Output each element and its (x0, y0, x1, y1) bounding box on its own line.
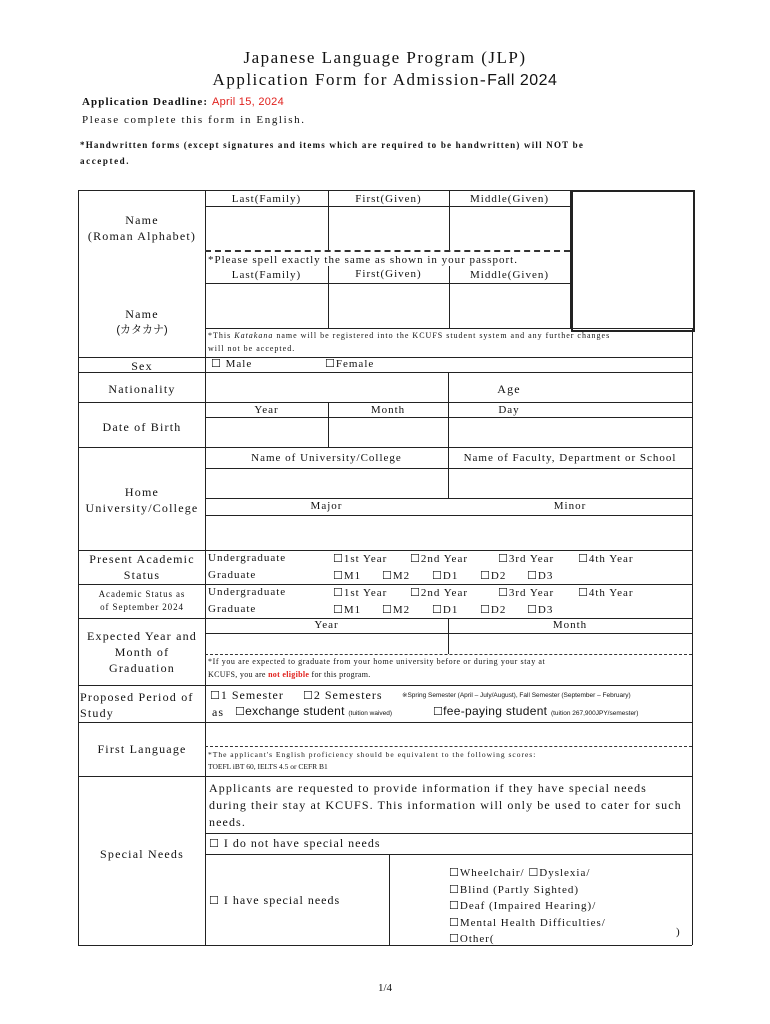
name-roman-label (78, 212, 206, 244)
checkbox-icon[interactable]: ☐ (527, 603, 538, 616)
sem2-option[interactable] (303, 688, 383, 703)
sept-m1[interactable] (333, 603, 361, 616)
wheelchair-label: Wheelchair/ (459, 867, 529, 879)
kana-last-input[interactable] (206, 284, 327, 327)
present-y2-label: 2nd Year (420, 553, 468, 565)
paying-label: fee-paying student (443, 704, 548, 718)
checkbox-icon[interactable]: ☐ (382, 603, 393, 616)
checkbox-icon[interactable]: ☐ (410, 586, 421, 599)
graduation-label-2: Month of (114, 645, 170, 659)
sem1-label: 1 Semester (220, 688, 284, 702)
graduation-year-input[interactable] (206, 634, 447, 653)
name-roman-label-1: Name (125, 213, 159, 227)
present-y1-label: 1st Year (343, 553, 388, 565)
exchange-option[interactable] (235, 704, 392, 718)
instruction: Please complete this form in English. (82, 114, 306, 126)
kana-col-last: Last(Family) (231, 269, 302, 281)
male-checkbox-icon[interactable]: ☐ (211, 357, 222, 370)
minor-label: Minor (553, 500, 587, 512)
exchange-label: exchange student (245, 704, 345, 718)
graduation-note-line-1: *If you are expected to graduate from your home university before or during your stay at (208, 657, 546, 666)
checkbox-icon[interactable]: ☐ (209, 837, 220, 850)
present-y1[interactable] (333, 552, 387, 565)
special-intro-2: during their stay at KCUFS. This information will only be used to cater for such (209, 798, 682, 812)
sept-d1-label: D1 (442, 604, 459, 616)
major-input[interactable] (206, 516, 447, 549)
present-y2[interactable] (410, 552, 468, 565)
checkbox-icon[interactable]: ☐ (235, 705, 246, 718)
page-number: 1/4 (377, 982, 393, 994)
present-y3[interactable] (498, 552, 554, 565)
checkbox-icon[interactable]: ☐ (449, 882, 460, 896)
middle-name-input[interactable] (450, 207, 569, 249)
exchange-note: (tuition waived) (348, 710, 393, 717)
present-status-label (78, 551, 206, 583)
other-option[interactable] (449, 931, 606, 948)
other-close-paren: ) (676, 926, 680, 938)
english-note-line-2: TOEFL iBT 60, IELTS 4.5 or CEFR B1 (208, 762, 328, 771)
paying-option[interactable] (433, 704, 638, 718)
name-roman-label-2: (Roman Alphabet) (87, 229, 197, 243)
kana-note-italic: Katakana (234, 331, 274, 340)
checkbox-icon[interactable]: ☐ (433, 705, 444, 718)
dob-day-label: Day (498, 404, 520, 416)
checkbox-icon[interactable]: ☐ (410, 552, 421, 565)
deadline (82, 96, 284, 108)
title-line-2 (0, 70, 770, 90)
dob-day-input[interactable] (449, 418, 691, 446)
sex-label: Sex (131, 359, 153, 373)
faculty-name-label: Name of Faculty, Department or School (463, 452, 677, 464)
sept-d2-label: D2 (490, 604, 507, 616)
present-status-label-2: Status (123, 568, 161, 582)
period-label (80, 689, 194, 721)
sept-y3-label: 3rd Year (508, 587, 555, 599)
age-label: Age (497, 382, 521, 396)
checkbox-icon[interactable]: ☐ (578, 586, 589, 599)
present-d2-label: D2 (490, 570, 507, 582)
checkbox-icon[interactable]: ☐ (209, 894, 220, 907)
dob-month-label: Month (370, 404, 406, 416)
dob-year-label: Year (254, 404, 279, 416)
dob-label: Date of Birth (102, 420, 182, 434)
have-special-needs-option[interactable] (209, 893, 340, 908)
graduation-note-line-2 (208, 670, 371, 679)
sept-y4-label: 4th Year (588, 587, 634, 599)
university-label-2: University/College (85, 501, 199, 515)
graduation-label-1: Expected Year and (86, 629, 198, 643)
nationality-label: Nationality (108, 382, 176, 396)
major-label: Major (310, 500, 343, 512)
minor-input[interactable] (449, 516, 691, 549)
present-m2-label: M2 (392, 570, 411, 582)
first-language-input[interactable] (206, 723, 691, 745)
checkbox-icon[interactable]: ☐ (333, 569, 344, 582)
sem2-label: 2 Semesters (313, 688, 383, 702)
english-note-line-1: *The applicant's English proficiency should be equivalent to the following scores: (208, 750, 537, 759)
sept-m1-label: M1 (343, 604, 362, 616)
dyslexia-label: Dyslexia/ (539, 867, 591, 879)
kana-note-line-1 (208, 331, 610, 340)
present-m2[interactable] (382, 569, 410, 582)
present-y4-label: 4th Year (588, 553, 634, 565)
name-kana-label-1: Name (125, 307, 159, 321)
university-name-label: Name of University/College (251, 452, 402, 464)
have-special-needs-label: I have special needs (223, 893, 341, 907)
special-intro-1: Applicants are requested to provide information if they have special needs (209, 781, 647, 795)
kana-col-first: First(Given) (355, 268, 422, 280)
deaf-option[interactable] (449, 898, 606, 915)
graduation-year-label: Year (314, 619, 339, 631)
last-name-input[interactable] (206, 207, 327, 249)
male-label: Male (225, 358, 253, 370)
deaf-label: Deaf (Impaired Hearing)/ (459, 900, 597, 912)
title-prefix: Application Form for Admission- (212, 70, 488, 89)
photo-box[interactable] (571, 190, 695, 332)
sex-male-option[interactable] (211, 357, 252, 370)
name-kana-label (78, 306, 206, 338)
present-y4[interactable] (578, 552, 634, 565)
mental-health-option[interactable] (449, 915, 606, 932)
present-d2[interactable] (480, 569, 506, 582)
sept-y1[interactable] (333, 586, 387, 599)
checkbox-icon[interactable]: ☐ (432, 569, 443, 582)
col-middle: Middle(Given) (470, 193, 549, 205)
first-language-label: First Language (97, 742, 187, 756)
sept-status-label-1: Academic Status as (98, 589, 186, 599)
present-y3-label: 3rd Year (508, 553, 555, 565)
checkbox-icon[interactable]: ☐ (449, 932, 460, 945)
period-label-1: Proposed Period of (80, 690, 194, 704)
sept-m2[interactable] (382, 603, 410, 616)
checkbox-icon[interactable]: ☐ (333, 603, 344, 616)
title-line-1: Japanese Language Program (JLP) (243, 48, 527, 67)
checkbox-icon[interactable]: ☐ (449, 866, 460, 879)
sept-undergrad-label: Undergraduate (208, 586, 287, 598)
present-graduate-label: Graduate (208, 569, 257, 581)
blind-option[interactable] (449, 882, 606, 899)
checkbox-icon[interactable]: ☐ (578, 552, 589, 565)
sept-y3[interactable] (498, 586, 554, 599)
graduation-month-input[interactable] (449, 634, 691, 653)
wheelchair-dyslexia-row (449, 865, 606, 882)
female-label: Female (335, 358, 375, 370)
other-label: Other( (459, 933, 495, 945)
age-input[interactable] (572, 373, 691, 401)
paying-note: (tuition 267,900JPY/semester) (550, 710, 639, 717)
title-term: Fall 2024 (487, 72, 558, 89)
checkbox-icon[interactable]: ☐ (333, 586, 344, 599)
checkbox-icon[interactable]: ☐ (303, 689, 314, 702)
checkbox-icon[interactable]: ☐ (498, 552, 509, 565)
nationality-input[interactable] (206, 373, 447, 401)
sept-d3[interactable] (527, 603, 553, 616)
mental-health-label: Mental Health Difficulties/ (459, 916, 606, 929)
semester-note: ※Spring Semester (April – July/August), Fall Semester (September – February) (402, 692, 631, 699)
wheelchair-option[interactable] (449, 867, 528, 879)
sept-status-label-2: of September 2024 (100, 602, 184, 612)
sept-d1[interactable] (432, 603, 458, 616)
present-d1[interactable] (432, 569, 458, 582)
kana-note-post: name will be registered into the KCUFS student system and any further changes (273, 331, 611, 340)
sept-graduate-label: Graduate (208, 603, 257, 615)
graduation-note-post: for this program. (309, 670, 371, 679)
present-m1-label: M1 (343, 570, 362, 582)
as-label: as (212, 705, 224, 719)
col-first: First(Given) (355, 193, 422, 205)
sept-m2-label: M2 (392, 604, 411, 616)
notice-line-2: accepted. (80, 156, 131, 166)
kana-note-line-2: will not be accepted. (208, 344, 296, 353)
blind-label: Blind (Partly Sighted) (459, 883, 580, 896)
sept-status-label (78, 588, 206, 614)
special-needs-intro (209, 780, 682, 831)
first-name-input[interactable] (329, 207, 448, 249)
graduation-note-pre: KCUFS, you are (208, 670, 269, 679)
special-needs-label: Special Needs (100, 847, 184, 861)
kana-col-middle: Middle(Given) (470, 269, 549, 281)
sept-y2-label: 2nd Year (420, 587, 468, 599)
no-special-needs-option[interactable] (209, 836, 381, 851)
checkbox-icon[interactable]: ☐ (432, 603, 443, 616)
sept-y2[interactable] (410, 586, 468, 599)
checkbox-icon[interactable]: ☐ (382, 569, 393, 582)
sept-y4[interactable] (578, 586, 634, 599)
notice-line-1: *Handwritten forms (except signatures and items which are required to be handwritten) will NOT be (80, 140, 585, 150)
female-checkbox-icon[interactable]: ☐ (325, 357, 336, 370)
dob-month-input[interactable] (329, 418, 447, 446)
name-kana-label-2: (カタカナ) (116, 324, 168, 336)
checkbox-icon[interactable]: ☐ (480, 603, 491, 616)
sept-d2[interactable] (480, 603, 506, 616)
not-eligible-text: not eligible (268, 670, 310, 679)
graduation-label (78, 628, 206, 676)
sex-female-option[interactable] (325, 357, 374, 370)
checkbox-icon[interactable]: ☐ (480, 569, 491, 582)
checkbox-icon[interactable]: ☐ (498, 586, 509, 599)
checkbox-icon[interactable]: ☐ (449, 899, 460, 912)
checkbox-icon[interactable]: ☐ (527, 569, 538, 582)
dob-year-input[interactable] (206, 418, 327, 446)
graduation-month-label: Month (552, 619, 588, 631)
present-d3[interactable] (527, 569, 553, 582)
present-status-label-1: Present Academic (89, 552, 195, 566)
kana-first-input[interactable] (329, 284, 448, 327)
university-name-input[interactable] (206, 469, 447, 497)
special-intro-3: needs. (209, 815, 246, 829)
col-last: Last(Family) (231, 193, 302, 205)
deadline-value: April 15, 2024 (211, 96, 285, 108)
graduation-label-3: Graduation (109, 661, 175, 675)
kana-note-pre: *This (208, 331, 235, 340)
present-m1[interactable] (333, 569, 361, 582)
passport-note: *Please spell exactly the same as shown in your passport. (208, 254, 518, 266)
kana-middle-input[interactable] (450, 284, 569, 327)
deadline-label: Application Deadline: (82, 96, 212, 108)
checkbox-icon[interactable]: ☐ (528, 866, 540, 879)
university-label (78, 484, 206, 516)
sept-d3-label: D3 (537, 604, 554, 616)
present-d3-label: D3 (537, 570, 554, 582)
no-special-needs-label: I do not have special needs (223, 836, 381, 850)
checkbox-icon[interactable]: ☐ (333, 552, 344, 565)
present-d1-label: D1 (442, 570, 459, 582)
checkbox-icon[interactable]: ☐ (449, 915, 460, 929)
faculty-name-input[interactable] (449, 469, 691, 497)
sept-y1-label: 1st Year (343, 587, 388, 599)
sem1-option[interactable] (210, 688, 284, 703)
period-label-2: Study (80, 706, 115, 720)
university-label-1: Home (124, 485, 160, 499)
present-undergrad-label: Undergraduate (208, 552, 287, 564)
dyslexia-option[interactable] (528, 867, 590, 879)
checkbox-icon[interactable]: ☐ (210, 689, 221, 702)
special-needs-options (449, 865, 606, 948)
